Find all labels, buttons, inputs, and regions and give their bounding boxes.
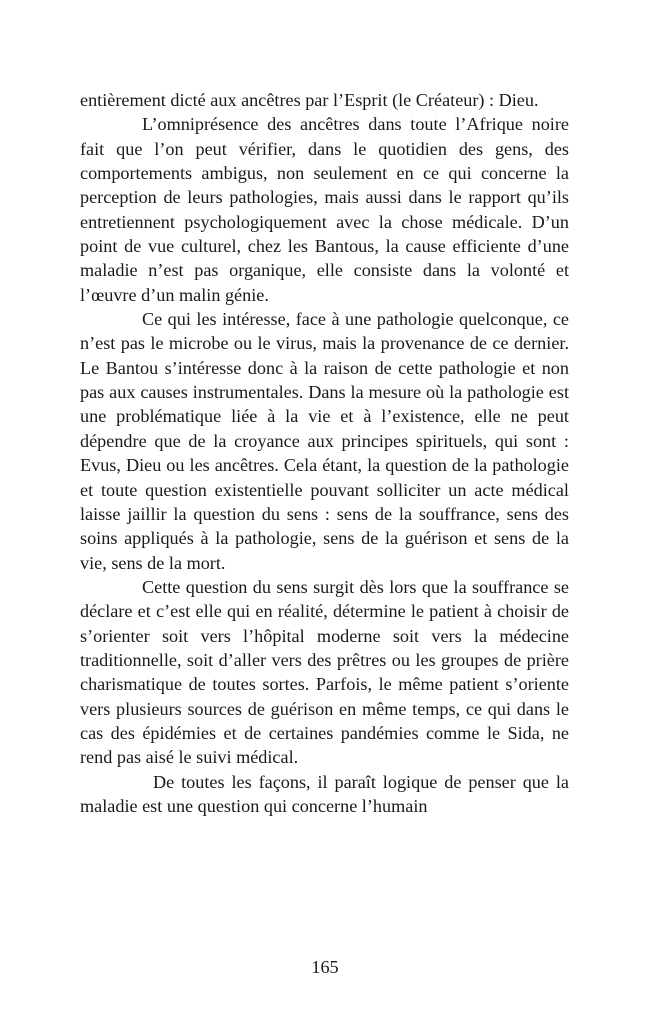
page-number: 165: [311, 957, 339, 977]
paragraph-2: L’omniprésence des ancêtres dans toute l’Afrique noire fait que l’on peut vérifier, dans le quotidien des gens, des comportements ambigus, non seulement en ce qui concerne la perception de leurs pathologies, mais aussi dans le rapport qu’ils entretiennent psychologiquement avec la chose médicale. D’un point de vue culturel, chez les Bantous, la cause efficiente d’une maladie n’est pas organique, elle consiste dans la volonté et l’œuvre d’un malin génie.: [80, 114, 569, 305]
paragraph-4: Cette question du sens surgit dès lors que la souffrance se déclare et c’est elle qui en réalité, détermine le patient à choisir de s’orienter soit vers l’hôpital moderne soit vers la médecine traditionnelle, soit d’aller vers des prêtres ou les groupes de prière charismatique de toutes sortes. Parfois, le même patient s’oriente vers plusieurs sources de guérison en même temps, ce qui dans le cas des épidémies et de certaines pandémies comme le Sida, ne rend pas aisé le suivi médical.: [80, 576, 569, 768]
paragraph-3: Ce qui les intéresse, face à une pathologie quelconque, ce n’est pas le microbe ou le virus, mais la provenance de ce dernier. Le Bantou s’intéresse donc à la raison de cette pathologie et non pas aux causes instrumentales. Dans la mesure où la pathologie est une problématique liée à la vie et à l’existence, elle ne peut dépendre que de la croyance aux principes spirituels, qui sont : Evus, Dieu ou les ancêtres. Cela étant, la question de la pathologie et toute question existentielle pouvant solliciter un acte médical laisse jaillir la question du sens : sens de la souffrance, sens des soins appliqués à la pathologie, sens de la guérison et sens de la vie, sens de la mort.: [80, 309, 569, 573]
page-text-block: [80, 88, 569, 818]
paragraph-5: De toutes les façons, il paraît logique de penser que la maladie est une question qui concerne l’humain: [80, 771, 569, 816]
paragraph-1: entièrement dicté aux ancêtres par l’Esprit (le Créateur) : Dieu.: [80, 90, 539, 110]
